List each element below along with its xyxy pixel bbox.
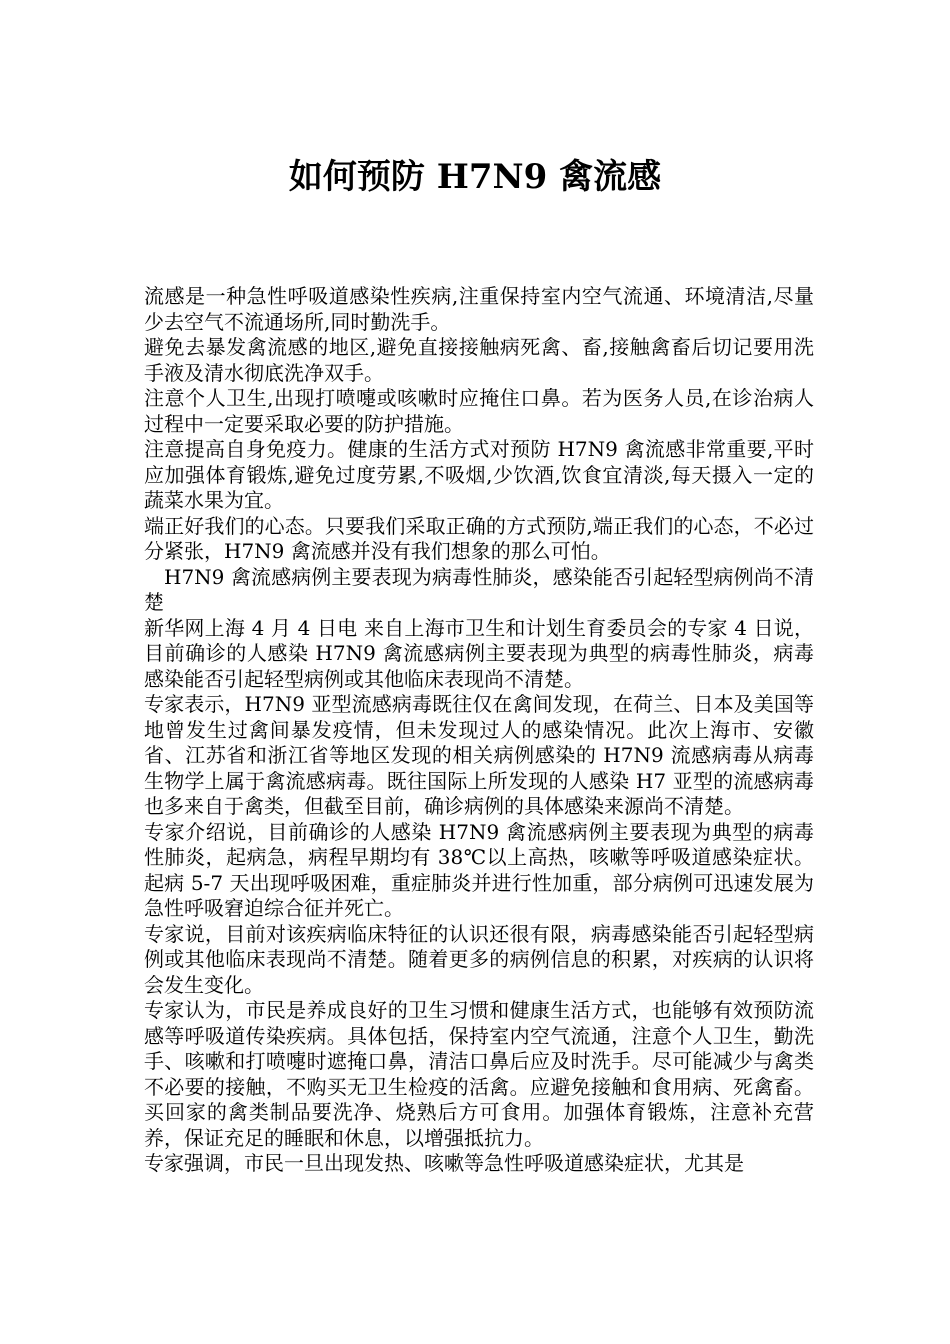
paragraph-expert-emphasis: 专家强调，市民一旦出现发热、咳嗽等急性呼吸道感染症状，尤其是 — [144, 1151, 744, 1175]
paragraph-symptoms: 专家介绍说，目前确诊的人感染 H7N9 禽流感病例主要表现为典型的病毒性肺炎，起病急，病程早期均有 38℃以上高热，咳嗽等呼吸道感染症状。起病 5-7 天出现呼吸困难，重症肺炎并进行性加重，部分病例可迅速发展为急性呼吸窘迫综合征并死亡。 — [144, 819, 814, 920]
paragraph-virus-origin: 专家表示，H7N9 亚型流感病毒既往仅在禽间发现，在荷兰、日本及美国等地曾发生过禽间暴发疫情，但未发现过人的感染情况。此次上海市、安徽省、江苏省和浙江省等地区发现的相关病例感染的 H7N9 流感病毒从病毒生物学上属于禽流感病毒。既往国际上所发现的人感染 H7 亚型的流感病毒也多来自于禽类，但截至目前，确诊病例的具体感染来源尚不清楚。 — [144, 692, 814, 818]
paragraph-personal-hygiene: 注意个人卫生,出现打喷嚏或咳嗽时应掩住口鼻。若为医务人员,在诊治病人过程中一定要采取必要的防护措施。 — [144, 386, 814, 436]
paragraph-prevention-habits: 专家认为，市民是养成良好的卫生习惯和健康生活方式，也能够有效预防流感等呼吸道传染疾病。具体包括，保持室内空气流通，注意个人卫生，勤洗手、咳嗽和打喷嚏时遮掩口鼻，清洁口鼻后应及时洗手。尽可能减少与禽类不必要的接触，不购买无卫生检疫的活禽。应避免接触和食用病、死禽畜。买回家的禽类制品要洗净、烧熟后方可食用。加强体育锻炼，注意补充营养，保证充足的睡眠和休息，以增强抵抗力。 — [144, 998, 814, 1150]
paragraph-clinical-knowledge: 专家说，目前对该疾病临床特征的认识还很有限，病毒感染能否引起轻型病例或其他临床表现尚不清楚。随着更多的病例信息的积累，对疾病的认识将会发生变化。 — [144, 921, 814, 997]
paragraph-avoid-outbreak-areas: 避免去暴发禽流感的地区,避免直接接触病死禽、畜,接触禽畜后切记要用洗手液及清水彻底洗净双手。 — [144, 335, 814, 385]
paragraph-flu-overview: 流感是一种急性呼吸道感染性疾病,注重保持室内空气流通、环境清洁,尽量少去空气不流通场所,同时勤洗手。 — [144, 284, 814, 334]
paragraph-xinhua-report: 新华网上海 4 月 4 日电 来自上海市卫生和计划生育委员会的专家 4 日说，目前确诊的人感染 H7N9 禽流感病例主要表现为典型的病毒性肺炎，病毒感染能否引起轻型病例或其他临床表现尚不清楚。 — [144, 615, 814, 691]
paragraph-subheading: H7N9 禽流感病例主要表现为病毒性肺炎，感染能否引起轻型病例尚不清楚 — [144, 564, 814, 614]
document-title: 如何预防 H7N9 禽流感 — [288, 157, 662, 197]
document-body — [144, 284, 814, 1177]
paragraph-mindset: 端正好我们的心态。只要我们采取正确的方式预防,端正我们的心态，不必过分紧张，H7N9 禽流感并没有我们想象的那么可怕。 — [144, 513, 814, 563]
paragraph-immunity: 注意提高自身免疫力。健康的生活方式对预防 H7N9 禽流感非常重要,平时应加强体育锻炼,避免过度劳累,不吸烟,少饮酒,饮食宜清淡,每天摄入一定的蔬菜水果为宜。 — [144, 437, 814, 512]
